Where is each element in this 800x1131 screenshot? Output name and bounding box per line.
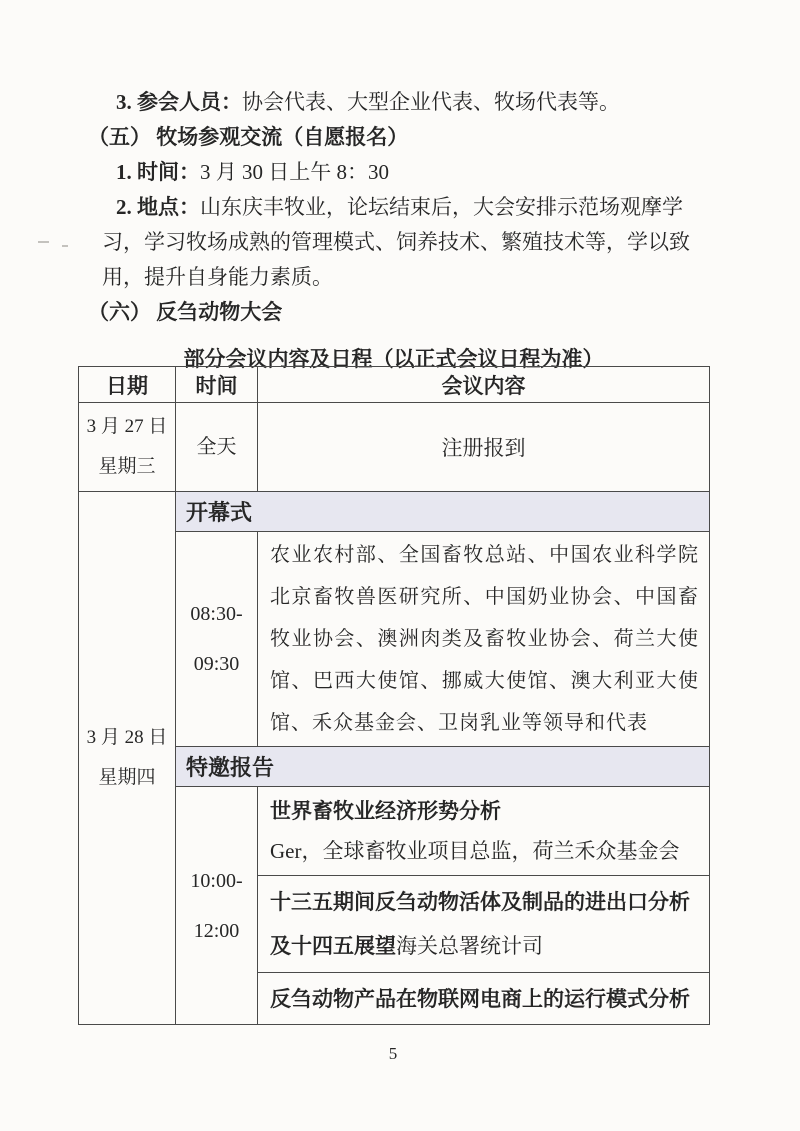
time-start: 08:30- — [190, 603, 243, 625]
heading-section-6 — [88, 295, 724, 330]
cell-opening-attendees: 农业农村部、全国畜牧总站、中国农业科学院北京畜牧兽医研究所、中国奶业协会、中国畜牧业协会、澳洲肉类及畜牧业协会、荷兰大使馆、巴西大使馆、挪威大使馆、澳大利亚大使馆、禾众基金会、卫岗乳业等领导和代表 — [258, 532, 710, 747]
paragraph-text: 协会代表、大型企业代表、牧场代表等。 — [242, 90, 620, 114]
paragraph-text: 3 月 30 日上午 8：30 — [200, 160, 389, 184]
page-number: 5 — [388, 1044, 398, 1063]
cell-day2-date — [79, 492, 176, 1025]
section-header-opening: 开幕式 — [176, 492, 710, 532]
time-start: 10:00- — [190, 869, 243, 892]
talk-title: 反刍动物产品在物联网电商上的运行模式分析 — [270, 986, 690, 1011]
section-header-invited: 特邀报告 — [176, 747, 710, 787]
heading-section-5 — [88, 120, 724, 155]
cell-day1-time: 全天 — [176, 403, 258, 492]
paragraph-location — [88, 190, 724, 295]
paragraph-label: 1. 时间： — [116, 160, 200, 184]
time-end: 09:30 — [193, 653, 240, 675]
heading-label: （五） 牧场参观交流（自愿报名） — [88, 125, 409, 149]
weekday-text: 星期四 — [98, 767, 156, 788]
cell-invited-time — [176, 787, 258, 1025]
table-header-row — [79, 367, 710, 403]
scan-artifact — [62, 245, 68, 247]
table-title: 部分会议内容及日程（以正式会议日程为准） — [183, 347, 604, 371]
cell-day1-date — [79, 403, 176, 492]
cell-talk1 — [258, 787, 710, 876]
column-header-content: 会议内容 — [258, 367, 710, 403]
date-text: 3 月 27 日 — [86, 416, 168, 437]
paragraph-label: 2. 地点： — [116, 195, 200, 219]
paragraph-time — [88, 155, 724, 190]
scan-artifact — [38, 241, 49, 243]
cell-talk2 — [258, 876, 710, 973]
weekday-text: 星期三 — [98, 456, 156, 477]
heading-label: （六） 反刍动物大会 — [88, 300, 283, 324]
cell-opening-time — [176, 532, 258, 747]
cell-talk3 — [258, 973, 710, 1025]
table-row-day1 — [79, 403, 710, 492]
talk-speaker: Ger，全球畜牧业项目总监，荷兰禾众基金会 — [270, 839, 680, 863]
paragraph-text: 山东庆丰牧业，论坛结束后，大会安排示范场观摩学习，学习牧场成熟的管理模式、饲养技术、繁殖技术等，学以致用，提升自身能力素质。 — [102, 195, 690, 289]
column-header-date: 日期 — [79, 367, 176, 403]
table-row-opening-header — [79, 492, 710, 532]
time-end: 12:00 — [193, 919, 240, 942]
talk-title: 十三五期间反刍动物活体及制品的进出口分析及十四五展望 — [270, 890, 690, 958]
talk-speaker: 海关总署统计司 — [396, 934, 543, 958]
paragraph-attendee-list — [88, 85, 724, 120]
column-header-time: 时间 — [176, 367, 258, 403]
body-text — [88, 85, 724, 330]
paragraph-label: 3. 参会人员： — [116, 90, 242, 114]
schedule-table — [78, 366, 710, 1025]
talk-title: 世界畜牧业经济形势分析 — [270, 799, 501, 823]
cell-day1-content: 注册报到 — [258, 403, 710, 492]
date-text: 3 月 28 日 — [86, 727, 168, 748]
